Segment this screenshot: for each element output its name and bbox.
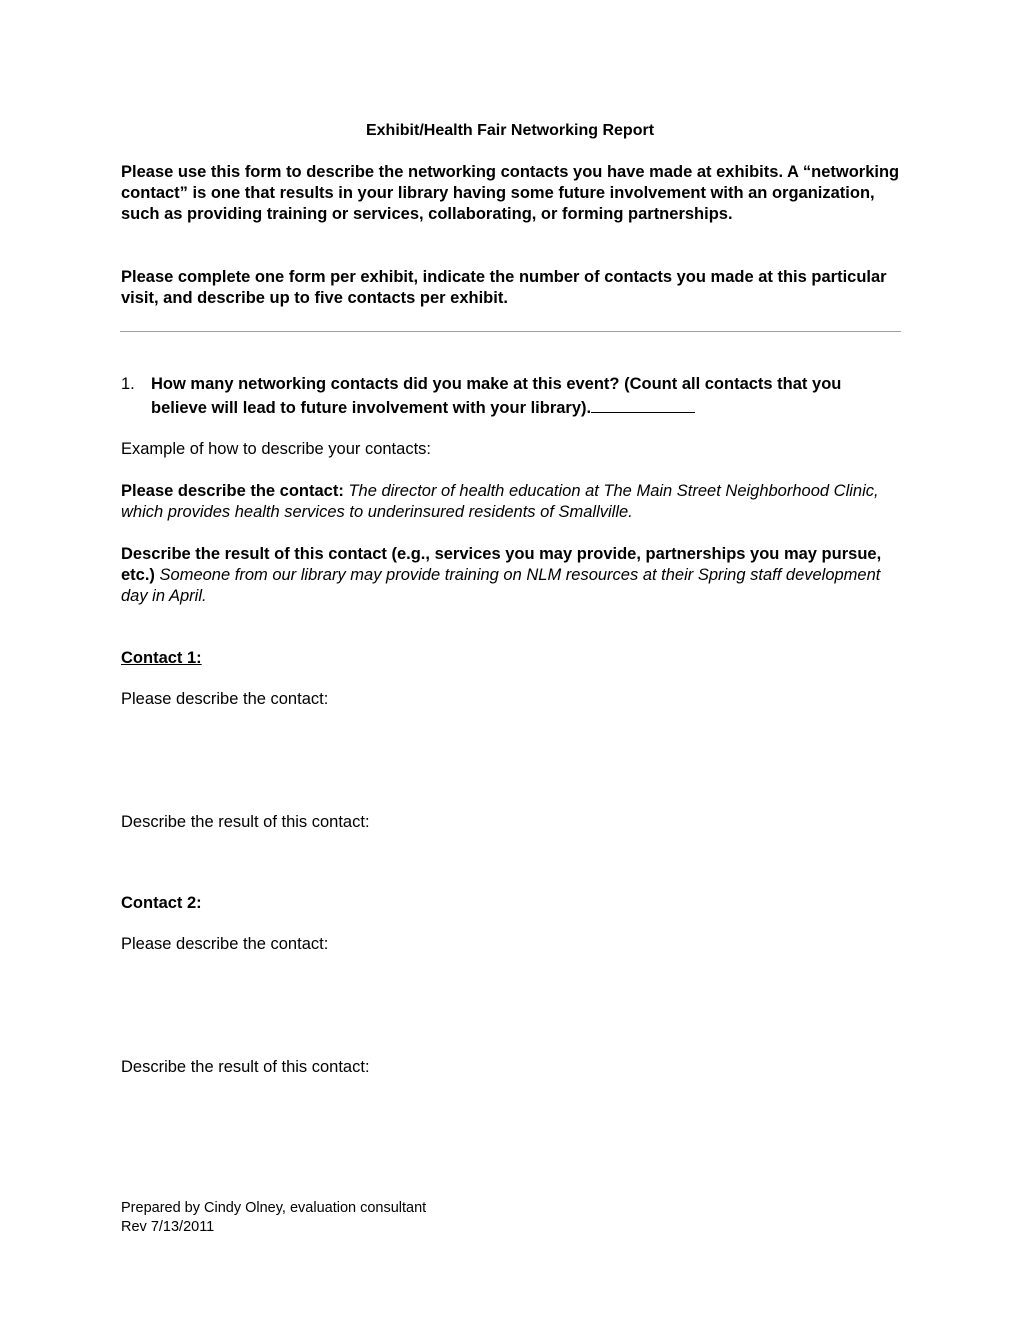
contact-2-result-label: Describe the result of this contact: (121, 1058, 370, 1076)
contact-2-result-answer[interactable] (121, 1080, 901, 1190)
instructions-paragraph: Please complete one form per exhibit, indicate the number of contacts you made at this particular visit, and describe up to five contacts per exhibit. (121, 268, 887, 307)
example-describe-label: Please describe the contact: (121, 482, 344, 500)
footer-revision: Rev 7/13/2011 (121, 1219, 215, 1235)
contact-count-blank[interactable] (591, 398, 695, 413)
contact-2-heading: Contact 2: (121, 894, 202, 912)
intro-paragraph: Please use this form to describe the networking contacts you have made at exhibits. A “networking contact” is one that results in your library having some future involvement with an organization, such as providing training or services, collaborating, or forming partnerships. (121, 163, 900, 223)
question-text (151, 372, 901, 420)
document-title: Exhibit/Health Fair Networking Report (365, 122, 655, 139)
contact-2-describe-answer[interactable] (121, 957, 901, 1053)
example-result-text: Someone from our library may provide training on NLM resources at their Spring staff development day in April. (121, 566, 881, 605)
example-describe-text: The director of health education at The Main Street Neighborhood Clinic, which provides health services to underinsured residents of Smallville. (121, 482, 879, 521)
footer-prepared-by: Prepared by Cindy Olney, evaluation consultant (121, 1200, 427, 1216)
question-label: How many networking contacts did you make at this event? (Count all contacts that you believe will lead to future involvement with your library). (151, 375, 842, 417)
question-number: 1. (121, 375, 135, 393)
contact-1-heading: Contact 1: (121, 649, 202, 667)
contact-1-describe-label: Please describe the contact: (121, 690, 329, 708)
horizontal-divider (120, 331, 901, 332)
contact-1-result-answer[interactable] (121, 835, 901, 890)
example-result (121, 544, 901, 607)
contact-1-describe-answer[interactable] (121, 712, 901, 808)
example-describe (121, 481, 901, 523)
contact-1-result-label: Describe the result of this contact: (121, 813, 370, 831)
example-intro: Example of how to describe your contacts: (121, 440, 431, 458)
contact-2-describe-label: Please describe the contact: (121, 935, 329, 953)
example-result-label: Describe the result of this contact (e.g., services you may provide, partnerships you may pursue, etc.) (121, 545, 882, 584)
